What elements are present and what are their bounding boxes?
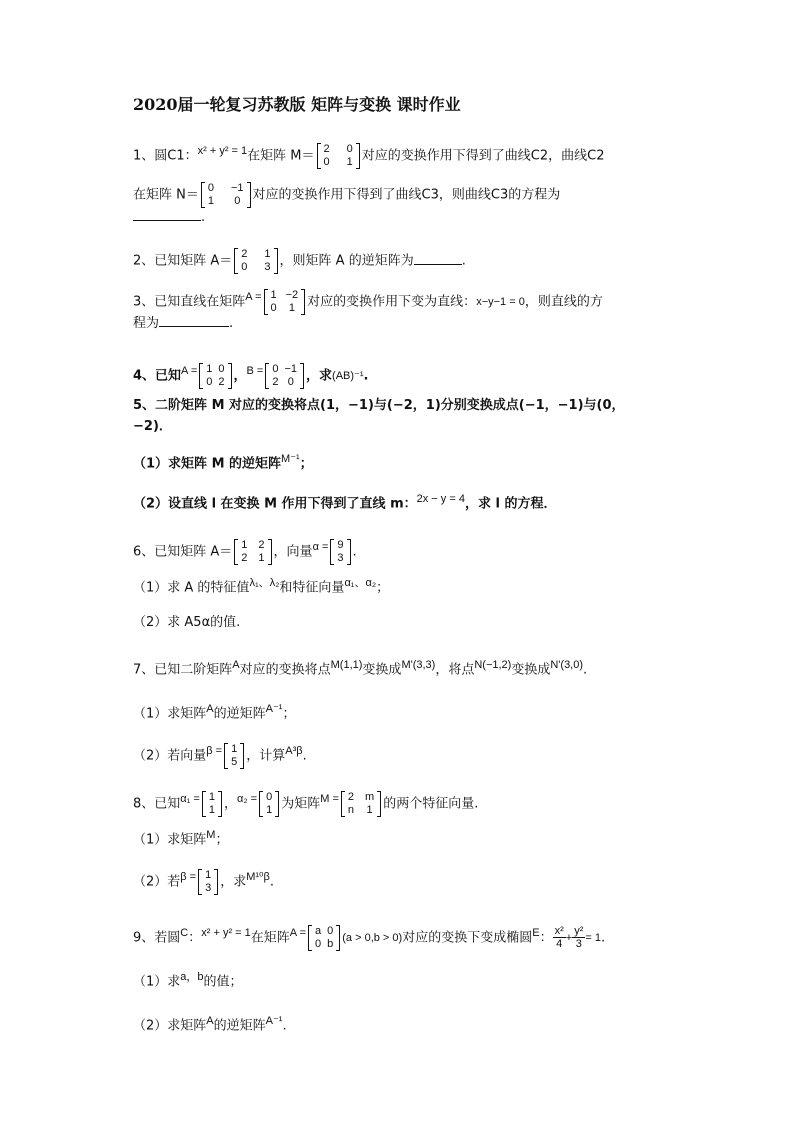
- q2-period: .: [461, 253, 466, 269]
- q4-a-label: A =: [181, 365, 198, 377]
- q7-text-e: 变换成: [511, 662, 551, 678]
- q7-part1-text: （1）求矩阵: [133, 706, 207, 722]
- q9-text-d: 对应的变换下变成椭圆: [402, 930, 533, 946]
- q9-part2: [133, 1012, 287, 1035]
- q8-vector-beta: 1 3: [198, 869, 218, 895]
- q2-text-inverse: ，则矩阵 A 的逆矩阵为: [279, 253, 414, 269]
- page-title: 2020届一轮复习苏教版 矩阵与变换 课时作业: [133, 95, 461, 114]
- q9-frac-x: $\frac{\text{x²}}{4}$: [554, 925, 564, 951]
- q7-line: [133, 656, 587, 679]
- q1-text-c3: 对应的变换作用下得到了曲线C3，则曲线C3的方程为: [252, 187, 561, 203]
- q4-text-qiu: ，求: [306, 368, 333, 384]
- q1-matrix-m: 2 0 0 1: [317, 143, 360, 169]
- q3-text-end: ，则直线的方: [524, 294, 603, 310]
- q9-part2-end: .: [282, 1018, 287, 1034]
- q4-b-label: B =: [246, 365, 264, 377]
- q8-text: 8、已知: [133, 796, 181, 812]
- q3-text: 3、已知直线在矩阵: [133, 294, 246, 310]
- q7-point-m: M(1,1): [330, 659, 363, 671]
- q7-part2-end: .: [302, 748, 307, 764]
- q8-text-c: 的两个特征向量.: [383, 796, 479, 812]
- q9-c: C: [180, 927, 189, 939]
- q5-line1: 5、二阶矩阵 M 对应的变换将点(1，−1)与(−2，1)分别变换成点(−1，−1)与(0，: [133, 398, 625, 413]
- q6-eigenvectors: α₁、α₂: [344, 577, 377, 589]
- q9-part1-end: 的值；: [203, 974, 243, 990]
- q7-vector-beta: 1 5: [224, 743, 244, 769]
- q1-text: 1、圆C1：: [133, 148, 198, 164]
- q4-expr: (AB)⁻¹: [332, 369, 364, 382]
- q5-inverse-expr: M⁻¹: [281, 453, 300, 465]
- q4-sep: ，: [233, 368, 247, 384]
- q3-line2: [133, 314, 233, 333]
- q8-beta-label: β =: [180, 871, 197, 883]
- q8-m-label: M =: [320, 793, 339, 805]
- q5-part2: [133, 490, 556, 513]
- q6-text-vector: ，向量: [273, 544, 313, 560]
- q7-text-b: 对应的变换将点: [239, 662, 331, 678]
- q9-e: E: [532, 927, 540, 939]
- q1-period: .: [201, 210, 206, 225]
- q9-colon: ：: [188, 930, 202, 946]
- q8-text-b: 为矩阵: [281, 796, 321, 812]
- q4-matrix-b: 0 −1 2 0: [265, 363, 304, 389]
- q9-frac-y: $\frac{\text{y²}}{3}$: [574, 925, 584, 951]
- q3-matrix-a: 1 −2 0 1: [264, 289, 306, 315]
- q6-part1-text: （1）求 A 的特征值: [133, 580, 250, 596]
- q1-line3: [133, 208, 205, 227]
- q7-part2-text: （2）若向量: [133, 748, 207, 764]
- q2-line: [133, 248, 466, 274]
- q8-part1: [133, 826, 228, 849]
- q1-text-n: 在矩阵 N＝: [133, 187, 199, 203]
- q9-text: 9、若圆: [133, 930, 181, 946]
- q6-part1-mid: 和特征向量: [279, 580, 345, 596]
- q9-circle-eq: x² + y² = 1: [201, 927, 251, 939]
- q4-period: .: [363, 368, 369, 384]
- q8-part2-mid: ，求: [220, 874, 247, 890]
- q1-line2: [133, 182, 560, 208]
- q2-text: 2、已知矩阵 A＝: [133, 253, 233, 269]
- q1-circle-eq: x² + y² = 1: [197, 145, 248, 157]
- q3-answer-blank[interactable]: [159, 314, 229, 327]
- q6-vector-alpha: 9 3: [330, 539, 350, 565]
- q9-inverse-expr: A⁻¹: [265, 1015, 283, 1027]
- q7-text-c: 变换成: [362, 662, 402, 678]
- q7-point-n: N(−1,2): [474, 659, 512, 671]
- q1-text-m: 在矩阵 M＝: [247, 148, 315, 164]
- q7-a: A: [232, 659, 240, 671]
- q5-part2-text: （2）设直线 l 在变换 M 作用下得到了直线 m：: [133, 496, 417, 512]
- q7-text-d: ，将点: [435, 662, 475, 678]
- q8-part2-text: （2）若: [133, 874, 181, 890]
- q2-matrix-a: 2 1 0 3: [234, 248, 277, 274]
- q5-part2-end: ，求 l 的方程．: [464, 496, 557, 512]
- q6-period: .: [352, 544, 357, 560]
- q3-text-cheng: 程为: [133, 316, 160, 331]
- q9-part1-text: （1）求: [133, 974, 181, 990]
- q9-condition: (a > 0,b > 0): [342, 931, 403, 944]
- q3-matrix-label: A =: [245, 291, 262, 303]
- q4-text: 4、已知: [133, 368, 182, 384]
- q4-matrix-a: 1 0 0 2: [199, 363, 231, 389]
- q9-line: [133, 924, 605, 951]
- q9-part2-text: （2）求矩阵: [133, 1018, 207, 1034]
- q7-part1-mid: 的逆矩阵: [213, 706, 266, 722]
- q6-alpha-label: α =: [312, 541, 329, 553]
- q7-text: 7、已知二阶矩阵: [133, 662, 233, 678]
- q9-part1: [133, 968, 243, 991]
- q4-line: [133, 362, 368, 389]
- q7-point-np: N'(3,0): [550, 659, 584, 671]
- q3-text-line: 对应的变换作用下变为直线：: [307, 294, 477, 310]
- q6-part2: （2）求 A5α的值.: [133, 615, 241, 630]
- q8-expr: M¹⁰β: [246, 871, 270, 883]
- q6-eigenvalues: λ₁、λ₂: [249, 577, 280, 589]
- q5-line2: −2)．: [133, 419, 172, 434]
- q7-part2-mid: ，计算: [246, 748, 286, 764]
- q7-expr: A³β: [285, 745, 303, 757]
- q7-part2: [133, 742, 307, 769]
- q5-part1: [133, 450, 313, 473]
- q8-line: [133, 790, 478, 817]
- q9-vars: a，b: [180, 971, 204, 983]
- q5-part1-end: ；: [299, 456, 313, 472]
- q8-vector-alpha2: 0 1: [259, 791, 279, 817]
- q7-period: .: [583, 662, 588, 678]
- q8-part1-end: ；: [215, 832, 229, 848]
- q6-matrix-a: 1 2 2 1: [234, 539, 271, 565]
- q1-text-c2: 对应的变换作用下得到了曲线C2，曲线C2: [361, 148, 605, 164]
- q6-part1: [133, 574, 389, 597]
- q7-part1-end: ；: [282, 706, 296, 722]
- q8-vector-alpha1: 1 1: [202, 791, 222, 817]
- q3-period: .: [229, 316, 234, 331]
- q5-line-eq: 2x − y = 4: [416, 493, 465, 505]
- q9-plus: +: [565, 931, 573, 944]
- q9-a-label: A =: [289, 927, 307, 939]
- q7-beta-label: β =: [206, 745, 223, 757]
- q9-matrix-a: a 0 0 b: [308, 925, 340, 951]
- q5-part1-text: （1）求矩阵 M 的逆矩阵: [133, 456, 282, 472]
- q8-matrix-m: 2 m n 1: [341, 791, 381, 817]
- q3-line1: [133, 288, 603, 315]
- q8-part2: [133, 868, 274, 895]
- q2-answer-blank[interactable]: [414, 252, 462, 265]
- q8-part1-text: （1）求矩阵: [133, 832, 207, 848]
- q7-point-mp: M'(3,3): [401, 659, 436, 671]
- q6-text: 6、已知矩阵 A＝: [133, 544, 233, 560]
- q7-part1: [133, 700, 295, 723]
- q1-line1: [133, 142, 604, 169]
- q1-matrix-n: 0 −1 1 0: [201, 182, 251, 208]
- q9-eq-end: = 1: [585, 931, 601, 944]
- q9-colon2: ：: [539, 930, 553, 946]
- q6-part1-end: ；: [376, 580, 390, 596]
- q9-part2-mid: 的逆矩阵: [213, 1018, 266, 1034]
- q8-part1-m: M: [206, 829, 216, 841]
- q7-inverse-expr: A⁻¹: [265, 703, 283, 715]
- q6-line: [133, 538, 357, 565]
- q8-part2-end: .: [269, 874, 274, 890]
- q7-part1-a: A: [206, 703, 214, 715]
- q8-alpha2-label: α₂ =: [236, 793, 258, 805]
- q9-text-c: 在矩阵: [250, 930, 290, 946]
- q9-period: .: [600, 930, 606, 946]
- q8-sep: ，: [223, 796, 237, 812]
- q8-alpha1-label: α₁ =: [180, 793, 200, 805]
- q1-answer-blank[interactable]: [133, 208, 201, 221]
- q9-part2-a: A: [206, 1015, 214, 1027]
- q3-line-eq: x−y−1 = 0: [476, 295, 525, 308]
